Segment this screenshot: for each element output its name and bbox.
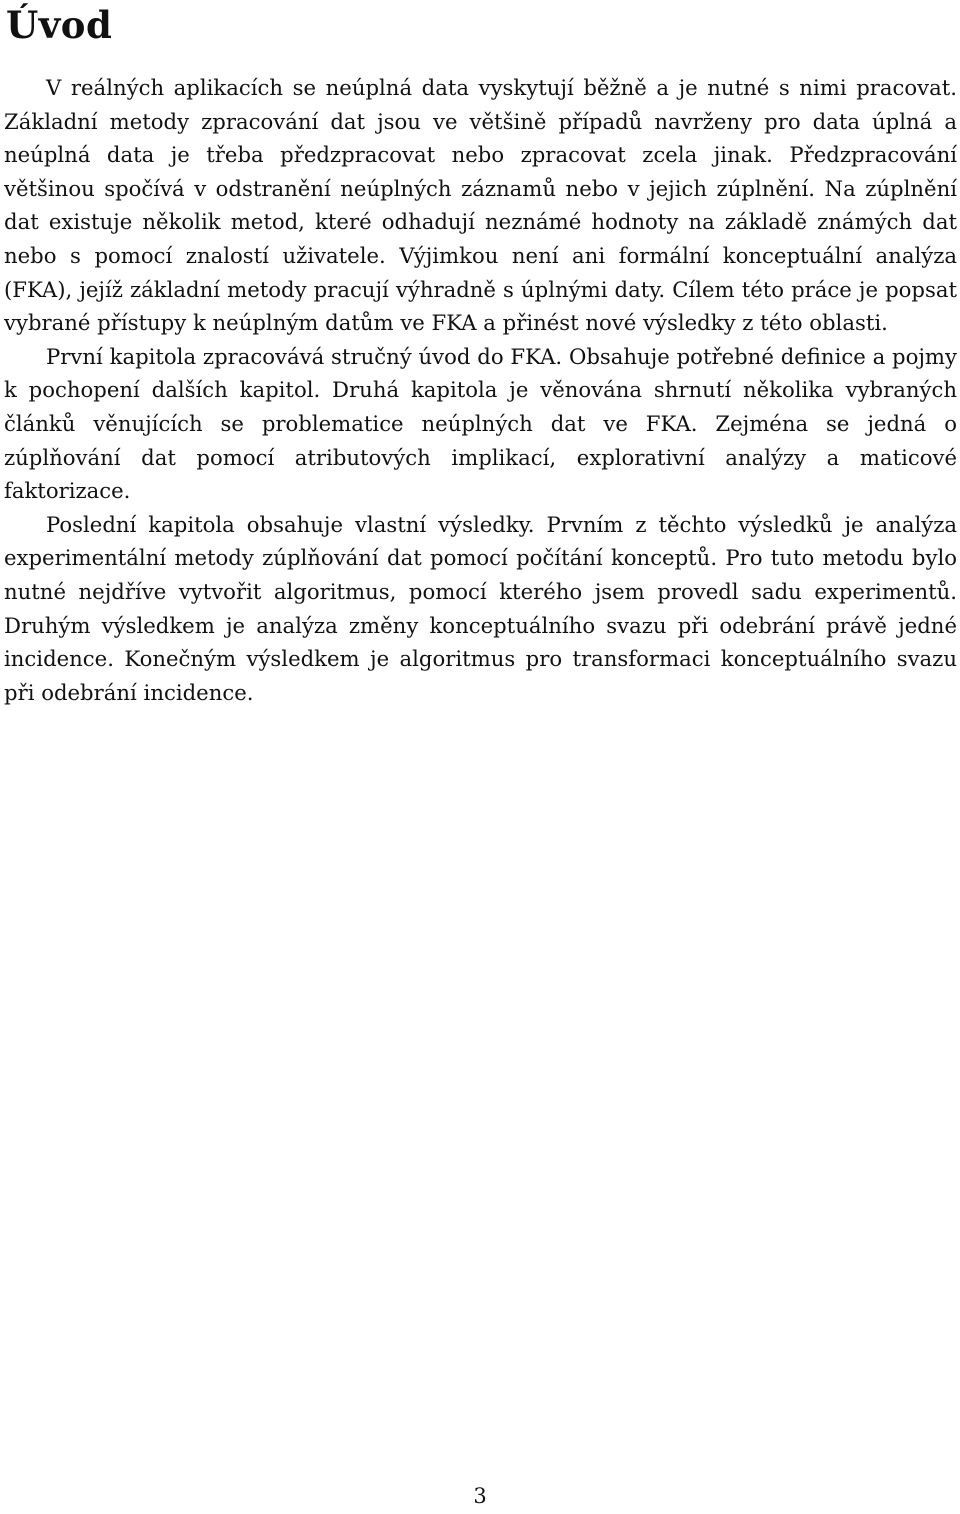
paragraph-results: Poslední kapitola obsahuje vlastní výsledky. Prvním z těchto výsledků je analýza experimentální metody zúplňování dat pomocí počítání konceptů. Pro tuto metodu bylo nutné nejdříve vytvořit algoritmus, pomocí kterého jsem provedl sadu experimentů. Druhým výsledkem je analýza změny konceptuálního svazu při odebrání právě jedné incidence. Konečným výsledkem je algoritmus pro transformaci konceptuálního svazu při odebrání incidence. (4, 511, 957, 705)
paragraph-intro: V reálných aplikacích se neúplná data vyskytují běžně a je nutné s nimi pracovat. Základní metody zpracování dat jsou ve většině případů navrženy pro data úplná a neúplná data je třeba předzpracovat nebo zpracovat zcela jinak. Předzpracování většinou spočívá v odstranění neúplných záznamů nebo v jejich zúplnění. Na zúplnění dat existuje několik metod, které odhadují neznámé hodnoty na základě známých dat nebo s pomocí znalostí uživatele. Výjimkou není ani formální konceptuální analýza (FKA), jejíž základní metody pracují výhradně s úplnými daty. Cílem této práce je popsat vybrané přístupy k neúplným datům ve FKA a přinést nové výsledky z této oblasti. (4, 75, 957, 336)
chapter-body (4, 71, 957, 709)
paragraph-chapter-overview: První kapitola zpracovává stručný úvod do FKA. Obsahuje potřebné definice a pojmy k pochopení dalších kapitol. Druhá kapitola je věnována shrnutí několika vybraných článků věnujících se problematice neúplných dat ve FKA. Zejména se jedná o zúplňování dat pomocí atributových implikací, explorativní analýzy a maticové faktorizace. (4, 343, 957, 504)
chapter-title: Úvod (6, 3, 113, 47)
page-number: 3 (473, 1484, 487, 1508)
